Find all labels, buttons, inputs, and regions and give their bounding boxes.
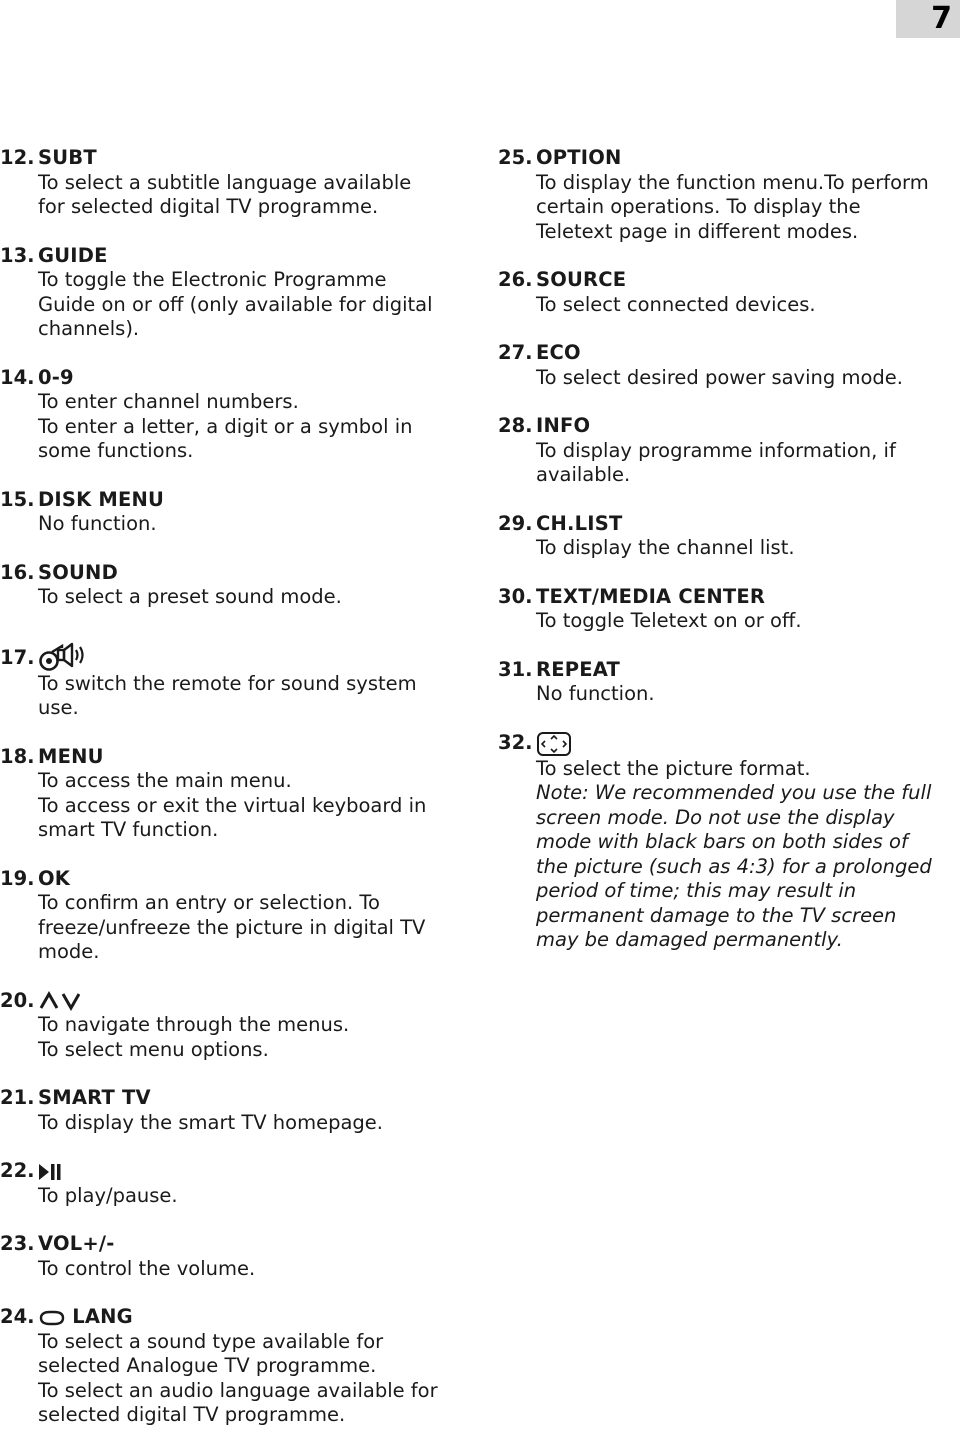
item-desc-line: available. xyxy=(536,463,631,486)
item-desc-line: To display the channel list. xyxy=(536,536,795,559)
item-desc-line: freeze/unfreeze the picture in digital TV xyxy=(38,915,426,939)
item-desc-line: To display the function menu.To perform xyxy=(536,170,929,194)
item-desc-line: To enter channel numbers. xyxy=(38,390,299,413)
item-desc-line: To confirm an entry or selection. To xyxy=(38,891,380,914)
list-item-sound-system xyxy=(0,634,470,721)
item-desc-line: To select a sound type available for xyxy=(38,1329,384,1353)
list-item-info xyxy=(498,414,960,488)
item-number: 21. xyxy=(0,1086,35,1109)
item-desc-line: To control the volume. xyxy=(38,1256,256,1280)
item-desc-line: To switch the remote for sound system xyxy=(38,671,417,695)
item-desc-line: To toggle Teletext on or off. xyxy=(536,609,802,632)
item-title: SMART TV xyxy=(38,1086,151,1109)
list-item-option xyxy=(498,146,960,244)
item-number: 23. xyxy=(0,1232,35,1255)
item-title: CH.LIST xyxy=(536,511,623,535)
list-item-source xyxy=(498,268,960,317)
list-item-volume xyxy=(0,1232,470,1281)
item-desc-line: selected digital TV programme. xyxy=(38,1403,346,1426)
item-number: 20. xyxy=(0,988,35,1012)
note-line: permanent damage to the TV screen xyxy=(536,903,897,927)
item-title: DISK MENU xyxy=(38,487,165,511)
item-number: 19. xyxy=(0,866,35,890)
item-desc-line: To display programme information, if xyxy=(536,438,896,462)
note-line: may be damaged permanently. xyxy=(536,928,843,951)
item-desc-line: some functions. xyxy=(38,439,194,462)
item-title: SOURCE xyxy=(536,268,627,291)
item-number: 22. xyxy=(0,1159,35,1182)
item-title: LANG xyxy=(72,1305,133,1328)
item-number: 24. xyxy=(0,1305,35,1328)
item-title: OPTION xyxy=(536,146,622,169)
item-desc-line: To play/pause. xyxy=(38,1183,178,1207)
item-title: REPEAT xyxy=(536,657,621,681)
item-number: 17. xyxy=(0,645,35,669)
item-number: 15. xyxy=(0,487,35,511)
item-desc-line: No function. xyxy=(38,512,157,535)
item-title: SOUND xyxy=(38,560,118,584)
item-number: 16. xyxy=(0,560,35,584)
item-title: OK xyxy=(38,866,71,890)
item-number: 14. xyxy=(0,365,35,389)
item-desc-line: certain operations. To display the xyxy=(536,195,861,218)
item-desc-line: To select menu options. xyxy=(38,1037,269,1061)
list-item-eco xyxy=(498,341,960,390)
item-number: 32. xyxy=(498,730,533,754)
picture-format-icon xyxy=(536,731,572,757)
up-down-arrows-icon xyxy=(38,990,80,1012)
dual-sound-icon xyxy=(38,1309,66,1327)
list-item-sound xyxy=(0,561,470,610)
item-title: VOL+/- xyxy=(38,1232,115,1255)
note-line: mode with black bars on both sides of xyxy=(536,830,908,853)
item-desc-line: Guide on or off (only available for digital xyxy=(38,292,433,316)
item-desc-line: Teletext page in different modes. xyxy=(536,219,859,243)
list-item-subt xyxy=(0,146,470,220)
note-line: period of time; this may result in xyxy=(536,879,857,902)
item-title: ECO xyxy=(536,341,581,364)
note-line: the picture (such as 4:3) for a prolonged xyxy=(536,854,932,878)
item-number: 27. xyxy=(498,341,533,364)
item-number: 30. xyxy=(498,584,533,608)
item-number: 28. xyxy=(498,414,533,437)
item-desc-line: To select a preset sound mode. xyxy=(38,585,342,608)
item-desc-line: To select an audio language available for xyxy=(38,1378,438,1402)
item-desc-line: To navigate through the menus. xyxy=(38,1013,350,1036)
sound-system-remote-icon xyxy=(38,642,90,672)
list-item-lang xyxy=(0,1305,470,1428)
item-desc-line: channels). xyxy=(38,317,140,340)
item-desc-line: To access the main menu. xyxy=(38,769,292,792)
item-title: GUIDE xyxy=(38,243,108,267)
list-item-smart-tv xyxy=(0,1086,470,1135)
list-item-picture-format xyxy=(498,731,960,953)
list-item-navigate xyxy=(0,989,470,1063)
list-item-digits xyxy=(0,366,470,464)
list-item-disk-menu xyxy=(0,488,470,537)
list-item-menu xyxy=(0,745,470,843)
item-number: 12. xyxy=(0,146,35,169)
list-item-repeat xyxy=(498,658,960,707)
page-number: 7 xyxy=(896,0,960,38)
left-column xyxy=(0,146,470,1452)
item-desc-line: smart TV function. xyxy=(38,818,219,841)
item-desc-line: To select the picture format. xyxy=(536,756,811,780)
item-desc-line: To select desired power saving mode. xyxy=(536,365,903,389)
item-number: 31. xyxy=(498,657,533,681)
right-column xyxy=(498,146,960,977)
item-desc-line: To select connected devices. xyxy=(536,292,816,316)
item-title: TEXT/MEDIA CENTER xyxy=(536,584,766,608)
item-title: INFO xyxy=(536,414,591,437)
note-line: Note: We recommended you use the full xyxy=(536,781,932,804)
item-desc-line: To display the smart TV homepage. xyxy=(38,1110,383,1134)
item-desc-line: No function. xyxy=(536,682,655,705)
item-desc-line: To enter a letter, a digit or a symbol in xyxy=(38,414,413,438)
list-item-text-media-center xyxy=(498,585,960,634)
list-item-guide xyxy=(0,244,470,342)
item-desc-line: To toggle the Electronic Programme xyxy=(38,268,387,291)
item-title: MENU xyxy=(38,744,104,768)
item-desc-line: for selected digital TV programme. xyxy=(38,195,379,218)
item-title: SUBT xyxy=(38,146,97,169)
item-desc-line: mode. xyxy=(38,940,100,963)
item-desc-line: use. xyxy=(38,696,79,719)
item-desc-line: selected Analogue TV programme. xyxy=(38,1354,377,1377)
list-item-play-pause xyxy=(0,1159,470,1208)
item-desc-line: To access or exit the virtual keyboard in xyxy=(38,793,427,817)
item-desc-line: To select a subtitle language available xyxy=(38,170,412,194)
item-number: 26. xyxy=(498,268,533,291)
item-number: 29. xyxy=(498,511,533,535)
item-number: 13. xyxy=(0,243,35,267)
item-number: 25. xyxy=(498,146,533,169)
item-title: 0-9 xyxy=(38,365,74,389)
list-item-ch-list xyxy=(498,512,960,561)
item-number: 18. xyxy=(0,744,35,768)
note-line: screen mode. Do not use the display xyxy=(536,805,895,829)
list-item-ok xyxy=(0,867,470,965)
play-pause-icon xyxy=(38,1162,62,1182)
